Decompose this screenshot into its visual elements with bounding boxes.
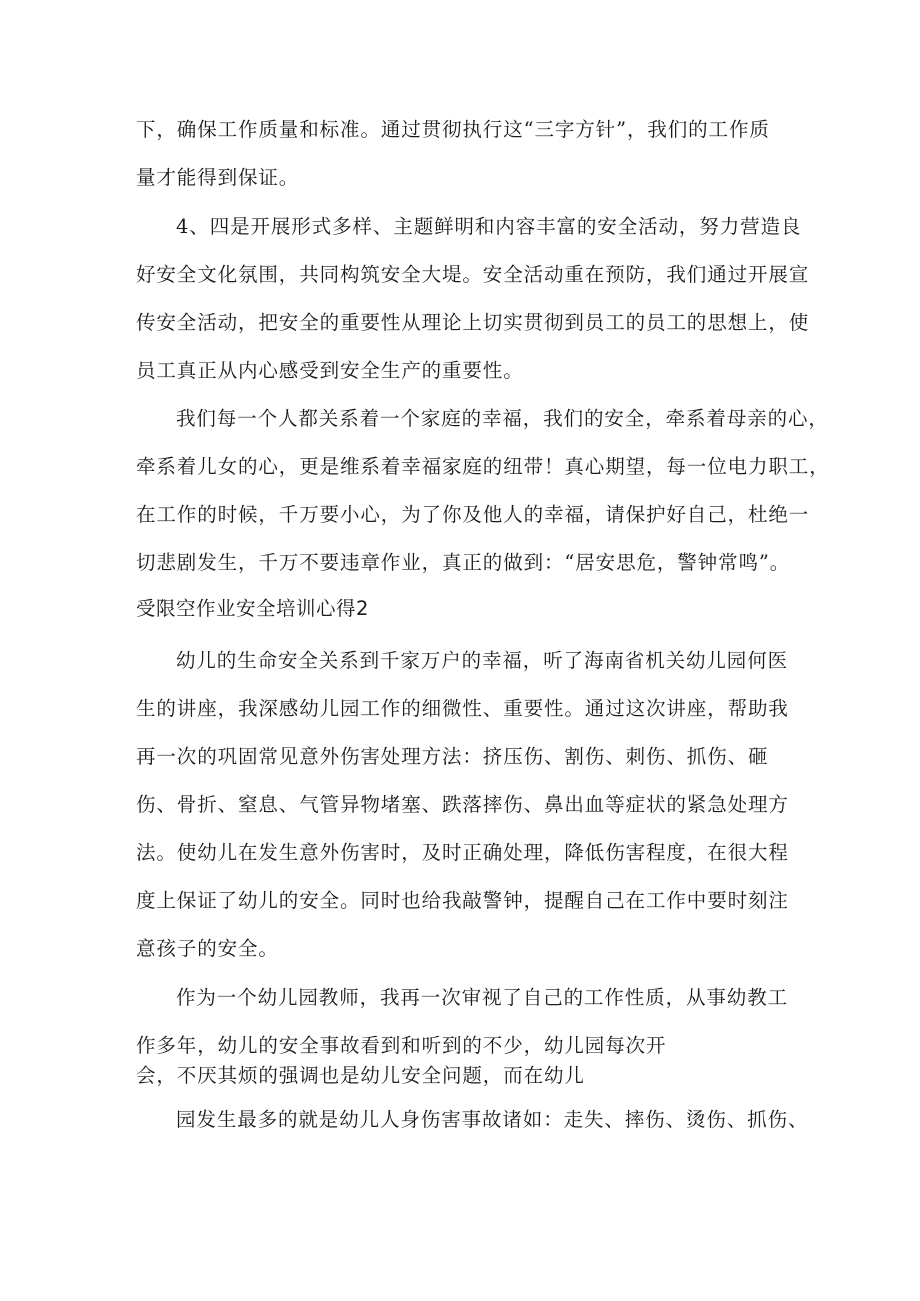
section-heading: 受限空作业安全培训心得2 [136, 597, 369, 620]
paragraph-line: 在工作的时候，千万要小心，为了你及他人的幸福，请保护好自己，杜绝一 [136, 503, 810, 526]
paragraph-line: 4、四是开展形式多样、主题鲜明和内容丰富的安全活动，努力营造良 [176, 215, 802, 238]
paragraph-line: 切悲剧发生，千万不要违章作业，真正的做到：“居安思危，警钟常鸣”。 [136, 551, 791, 574]
paragraph-line: 伤、骨折、窒息、气管异物堵塞、跌落摔伤、鼻出血等症状的紧急处理方 [136, 793, 789, 816]
paragraph-line: 会，不厌其烦的强调也是幼儿安全问题，而在幼儿 [136, 1064, 585, 1087]
paragraph-line: 意孩子的安全。 [136, 937, 279, 960]
paragraph-line: 下，确保工作质量和标准。通过贯彻执行这“三字方针”，我们的工作质 [136, 118, 770, 141]
paragraph-line: 员工真正从内心感受到安全生产的重要性。 [136, 359, 524, 382]
paragraph-line: 法。使幼儿在发生意外伤害时，及时正确处理，降低伤害程度，在很大程 [136, 841, 789, 864]
paragraph-line: 传安全活动，把安全的重要性从理论上切实贯彻到员工的员工的思想上，使 [136, 311, 810, 334]
paragraph-line: 度上保证了幼儿的安全。同时也给我敲警钟，提醒自己在工作中要时刻注 [136, 889, 789, 912]
paragraph-line: 再一次的巩固常见意外伤害处理方法：挤压伤、割伤、刺伤、抓伤、砸 [136, 745, 769, 768]
paragraph-line: 作多年，幼儿的安全事故看到和听到的不少，幼儿园每次开 [136, 1034, 667, 1057]
paragraph-line: 作为一个幼儿园教师，我再一次审视了自己的工作性质，从事幼教工 [176, 986, 789, 1009]
paragraph-line: 牵系着儿女的心，更是维系着幸福家庭的纽带！真心期望，每一位电力职工， [136, 455, 830, 478]
paragraph-line: 量才能得到保证。 [136, 166, 300, 189]
paragraph-line: 好安全文化氛围，共同构筑安全大堤。安全活动重在预防，我们通过开展宣 [136, 263, 810, 286]
paragraph-line: 我们每一个人都关系着一个家庭的幸福，我们的安全，牵系着母亲的心， [176, 407, 829, 430]
paragraph-line: 幼儿的生命安全关系到千家万户的幸福，听了海南省机关幼儿园何医 [176, 649, 789, 672]
paragraph-line: 生的讲座，我深感幼儿园工作的细微性、重要性。通过这次讲座，帮助我 [136, 697, 789, 720]
paragraph-line: 园发生最多的就是幼儿人身伤害事故诸如：走失、摔伤、烫伤、抓伤、 [176, 1108, 809, 1131]
